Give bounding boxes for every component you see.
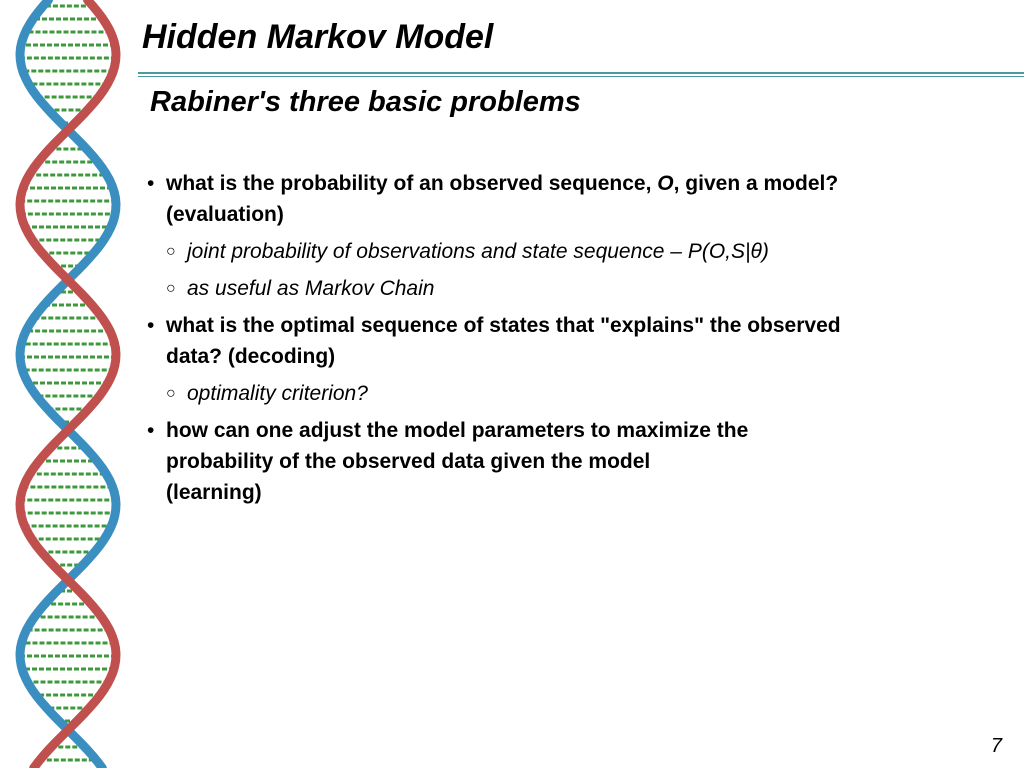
subbullet-marker: ○ [166,280,176,297]
slide-title: Hidden Markov Model [142,18,494,56]
subbullet-joint-probability [145,236,1005,267]
bullet-text-italic: O [657,172,674,195]
bullet-marker: • [147,172,155,195]
bullet-text: , given a model? [673,172,839,195]
bullet-marker: • [147,419,155,442]
subbullet-marker: ○ [166,385,176,402]
page-number: 7 [990,735,1002,757]
bullet-evaluation [145,168,1005,230]
bullet-learning [145,415,1005,508]
subbullet-text: joint probability of observations and state sequence – P(O,S|θ) [187,240,769,263]
bullet-marker: • [147,314,155,337]
bullet-text-line2: (evaluation) [166,203,284,226]
bullet-text: what is the probability of an observed sequence, [166,172,658,195]
bullet-text: what is the optimal sequence of states that "explains" the observed [166,314,841,337]
bullet-decoding [145,310,1005,372]
subbullet-optimality [145,378,1005,409]
bullet-text-line2: probability of the observed data given the model [166,450,651,473]
subbullet-text: as useful as Markov Chain [187,277,435,300]
title-divider [138,72,1024,78]
subbullet-marker: ○ [166,243,176,260]
bullet-text-line2: data? (decoding) [166,345,336,368]
bullet-text: how can one adjust the model parameters to maximize the [166,419,749,442]
subbullet-markov-chain [145,273,1005,304]
dna-helix-image [0,0,140,768]
subbullet-text: optimality criterion? [187,382,368,405]
slide-subtitle: Rabiner's three basic problems [150,86,581,118]
bullet-list [145,168,1005,514]
bullet-text-line3: (learning) [166,481,262,504]
